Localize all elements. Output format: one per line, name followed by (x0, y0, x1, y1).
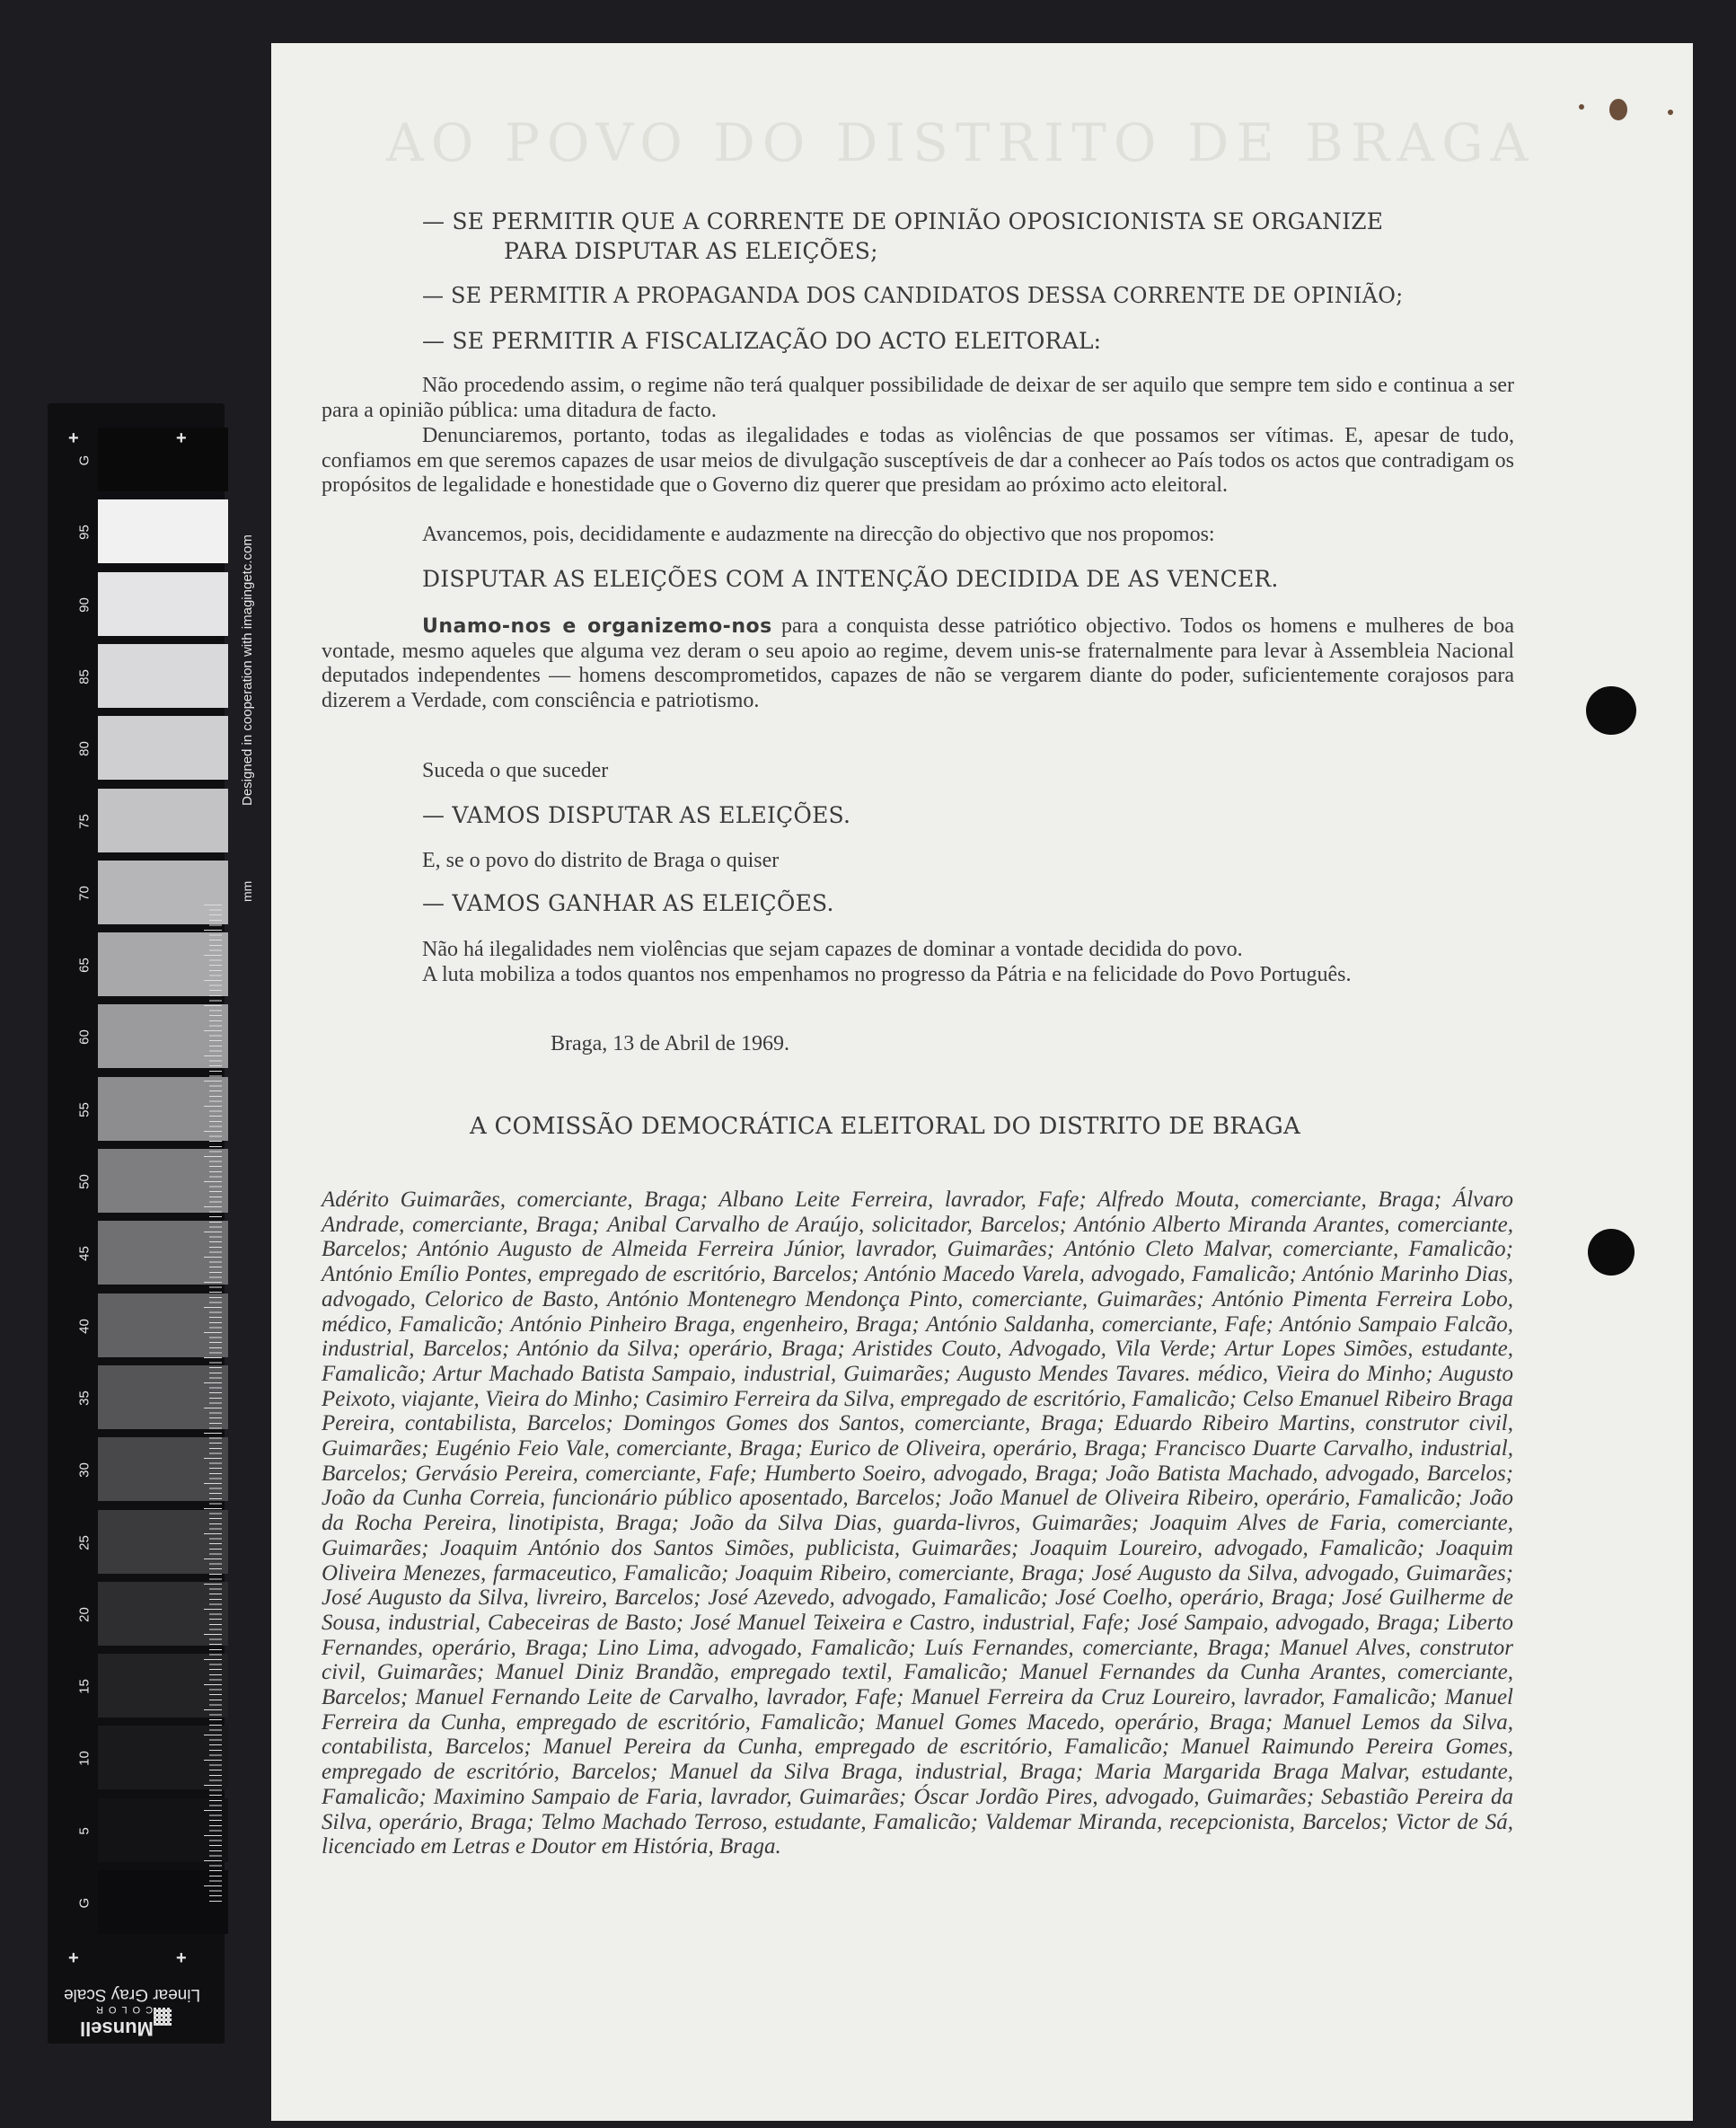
gray-patch-label: 55 (76, 1101, 93, 1117)
paragraph-2: Denunciaremos, portanto, todas as ilegalidades e todas as violências de que possamos ser vítimas. E, apesar de tudo, confiamos em que seremos capazes de usar meios de divulgação susceptíveis de dar a conhecer ao País todos os actos que contradigam os propósitos de legalidade e honestidade que o Governo diz querer que presidam ao próximo acto eleitoral. (322, 424, 1514, 498)
gray-patch-label: 10 (76, 1751, 93, 1767)
punch-hole (1586, 686, 1636, 735)
gray-patch-label: 70 (76, 885, 93, 901)
committee-heading: A COMISSÃO DEMOCRÁTICA ELEITORAL DO DISTRITO DE BRAGA (470, 1113, 1300, 1140)
gray-patch-label: 90 (76, 596, 93, 613)
gray-patch (98, 716, 228, 780)
slogan-disputar: — VAMOS DISPUTAR AS ELEIÇÕES. (422, 802, 851, 828)
paragraph-4-text: para a conquista desse patriótico objectivo. Todos os homens e mulheres de boa vontade, mesmo aqueles que alguma vez deram o seu apoio ao regime, devem unis-se fraternalmente para levar à Assembleia Nacional deputados independentes — homens descomprometidos, capazes de não se vergarem diante do poder, suficientemente corajosos para dizerem a Verdade, com consciência e patriotismo. (322, 614, 1514, 713)
line-povo: E, se o povo do distrito de Braga o quiser (422, 849, 780, 872)
brand-subtitle: COLOR (91, 2004, 154, 2015)
paragraph-6: A luta mobiliza a todos quantos nos empenhamos no progresso da Pátria e na felicidade do Povo Português. (422, 963, 1352, 986)
gray-patch-label: 60 (76, 1029, 93, 1046)
gray-patch-label: G (76, 1897, 93, 1909)
ruler-major-ticks (204, 905, 209, 1902)
gray-patch (98, 499, 228, 563)
line-suceda: Suceda o que suceder (422, 759, 609, 782)
mm-label: mm (240, 880, 254, 902)
gray-patch-label: 35 (76, 1391, 93, 1406)
paragraph-1: Não procedendo assim, o regime não terá qualquer possibilidade de deixar de ser aquilo que sempre tem sido e continua a ser para a opinião pública: uma ditadura de facto. (322, 374, 1514, 422)
gray-patch-label: 20 (76, 1606, 93, 1622)
scale-title: Linear Gray Scale (64, 1985, 201, 2004)
gray-patch-label: 30 (76, 1462, 93, 1479)
gray-patch-label: 45 (76, 1246, 93, 1262)
condition-item-2: — SE PERMITIR A PROPAGANDA DOS CANDIDATOS DESSA CORRENTE DE OPINIÃO; (422, 283, 1404, 308)
gray-patch-label: 95 (76, 525, 93, 541)
date-line: Braga, 13 de Abril de 1969. (551, 1032, 789, 1055)
registration-mark: + (176, 1948, 187, 1968)
gray-patch-label: G (76, 455, 93, 466)
slogan-ganhar: — VAMOS GANHAR AS ELEIÇÕES. (422, 890, 834, 916)
gray-patch-label: 40 (76, 1318, 93, 1334)
stain-mark (1609, 99, 1627, 120)
gray-patch-label: 75 (76, 813, 93, 829)
gray-patch-label: 25 (76, 1534, 93, 1550)
paragraph-5: Não há ilegalidades nem violências que sejam capazes de dominar a vontade decidida do povo. (422, 938, 1243, 961)
gray-patch (98, 572, 228, 636)
gray-patch-label: 5 (76, 1827, 93, 1835)
gray-scale-card (48, 403, 255, 2044)
gray-patch (98, 644, 228, 708)
condition-item-1-cont: PARA DISPUTAR AS ELEIÇÕES; (504, 238, 878, 264)
gray-patch-label: 80 (76, 741, 93, 757)
call-to-unite: Unamo-nos e organizemo-nos (422, 615, 772, 638)
registration-mark: + (68, 428, 79, 448)
millimeter-ruler (209, 905, 222, 1902)
gray-patch-label: 15 (76, 1679, 93, 1694)
signatories-list: Adérito Guimarães, comerciante, Braga; Albano Leite Ferreira, lavrador, Fafe; Alfredo Mouta, comerciante, Braga; Álvaro Andrade, comerciante, Braga; Anibal Carvalho de Araújo, solicitador, Barcelos; António Alberto Miranda Arantes, comerciante, Barcelos; António Augusto de Almeida Ferreira Júnior, lavrador, Guimarães; António Cleto Malvar, comerciante, Famalicão; António Emílio Pontes, empregado de escritório, Barcelos; António Macedo Varela, advogado, Famalicão; António Marinho Dias, advogado, Celorico de Basto, António Montenegro Mendonça Pinto, comerciante, Guimarães; António Pimenta Ferreira Lobo, médico, Famalicão; António Pinheiro Braga, engenheiro, Braga; António Saldanha, comerciante, Fafe; António Sampaio Falcão, industrial, Barcelos; António da Silva; operário, Braga; Aristides Couto, Advogado, Vila Verde; Artur Lopes Simões, estudante, Famalicão; Artur Machado Batista Sampaio, industrial, Guimarães; Augusto Mendes Tavares. médico, Vieira do Minho; Augusto Peixoto, viajante, Vieira do Minho; Casimiro Ferreira da Silva, empregado de escritório, Famalicão; Celso Emanuel Ribeiro Braga Pereira, contabilista, Barcelos; Domingos Gomes dos Santos, comerciante, Braga; Eduardo Ribeiro Martins, construtor civil, Guimarães; Eugénio Feio Vale, comerciante, Braga; Eurico de Oliveira, operário, Braga; Francisco Duarte Carvalho, industrial, Barcelos; Gervásio Pereira, comerciante, Fafe; Humberto Soeiro, advogado, Braga; João Batista Machado, advogado, Barcelos; João da Cunha Correia, funcionário público aposentado, Barcelos; João Manuel de Oliveira Ribeiro, operário, Famalicão; João da Rocha Pereira, linotipista, Braga; João da Silva Dias, guarda-livros, Guimarães; Joaquim Alves de Faria, comerciante, Guimarães; Joaquim António dos Santos Simões, publicista, Guimarães; Joaquim Loureiro, advogado, Famalicão; Joaquim Oliveira Menezes, farmaceutico, Famalicão; Joaquim Ribeiro, comerciante, Braga; José Augusto da Silva, advogado, Guimarães; José Augusto da Silva, livreiro, Barcelos; José Azevedo, advogado, Famalicão; José Coelho, operário, Braga; José Guilherme de Sousa, industrial, Cabeceiras de Basto; José Manuel Teixeira e Castro, industrial, Fafe; José Sampaio, advogado, Braga; Liberto Fernandes, operário, Braga; Lino Lima, advogado, Famalicão; Luís Fernandes, comerciante, Braga; Manuel Alves, construtor civil, Guimarães; Manuel Diniz Brandão, empregado textil, Famalicão; Manuel Fernandes da Cunha Arantes, comerciante, Barcelos; Manuel Fernando Leite de Carvalho, lavrador, Fafe; Manuel Ferreira da Cruz Loureiro, lavrador, Famalicão; Manuel Ferreira da Cunha, empregado de escritório, Famalicão; Manuel Gomes Macedo, operário, Braga; Manuel Lemos da Silva, contabilista, Barcelos; Manuel Pereira da Cunha, empregado de escritório, Famalicão; Manuel Raimundo Pereira Gomes, empregado de escritório, Barcelos; Manuel da Silva Braga, industrial, Braga; Maria Margarida Braga Malvar, estudante, Famalicão; Maximino Sampaio de Faria, lavrador, Guimarães; Óscar Jordão Pires, advogado, Guimarães; Sebastião Pereira da Silva, operário, Braga; Telmo Machado Terroso, estudante, Famalicão; Valdemar Miranda, recepcionista, Barcelos; Victor de Sá, licenciado em Letras e Doutor em História, Braga. (322, 1188, 1513, 1859)
stain-mark (1668, 110, 1673, 115)
registration-mark: + (176, 428, 187, 448)
condition-item-3: — SE PERMITIR A FISCALIZAÇÃO DO ACTO ELEITORAL: (422, 328, 1102, 354)
gray-patch (98, 428, 228, 491)
paragraph-4 (322, 614, 1514, 714)
registration-mark: + (68, 1948, 79, 1968)
brand-logo: Munsell (80, 2018, 154, 2040)
paragraph-3: Avancemos, pois, decididamente e audazmente na direcção do objectivo que nos propomos: (422, 523, 1215, 546)
punch-hole (1588, 1229, 1635, 1276)
gray-patch-label: 50 (76, 1174, 93, 1189)
stain-mark (1579, 104, 1584, 110)
gray-patch (98, 789, 228, 852)
designer-credit: Designed in cooperation with imagingetc.com (240, 534, 255, 806)
gray-patch-label: 85 (76, 669, 93, 684)
bleed-through-heading: AO POVO DO DISTRITO DE BRAGA (386, 112, 1536, 173)
condition-item-1: — SE PERMITIR QUE A CORRENTE DE OPINIÃO OPOSICIONISTA SE ORGANIZE (422, 208, 1384, 234)
brand-grid-icon (154, 2008, 172, 2026)
gray-patch-label: 65 (76, 958, 93, 973)
headline-disputar: DISPUTAR AS ELEIÇÕES COM A INTENÇÃO DECIDIDA DE AS VENCER. (422, 566, 1279, 592)
